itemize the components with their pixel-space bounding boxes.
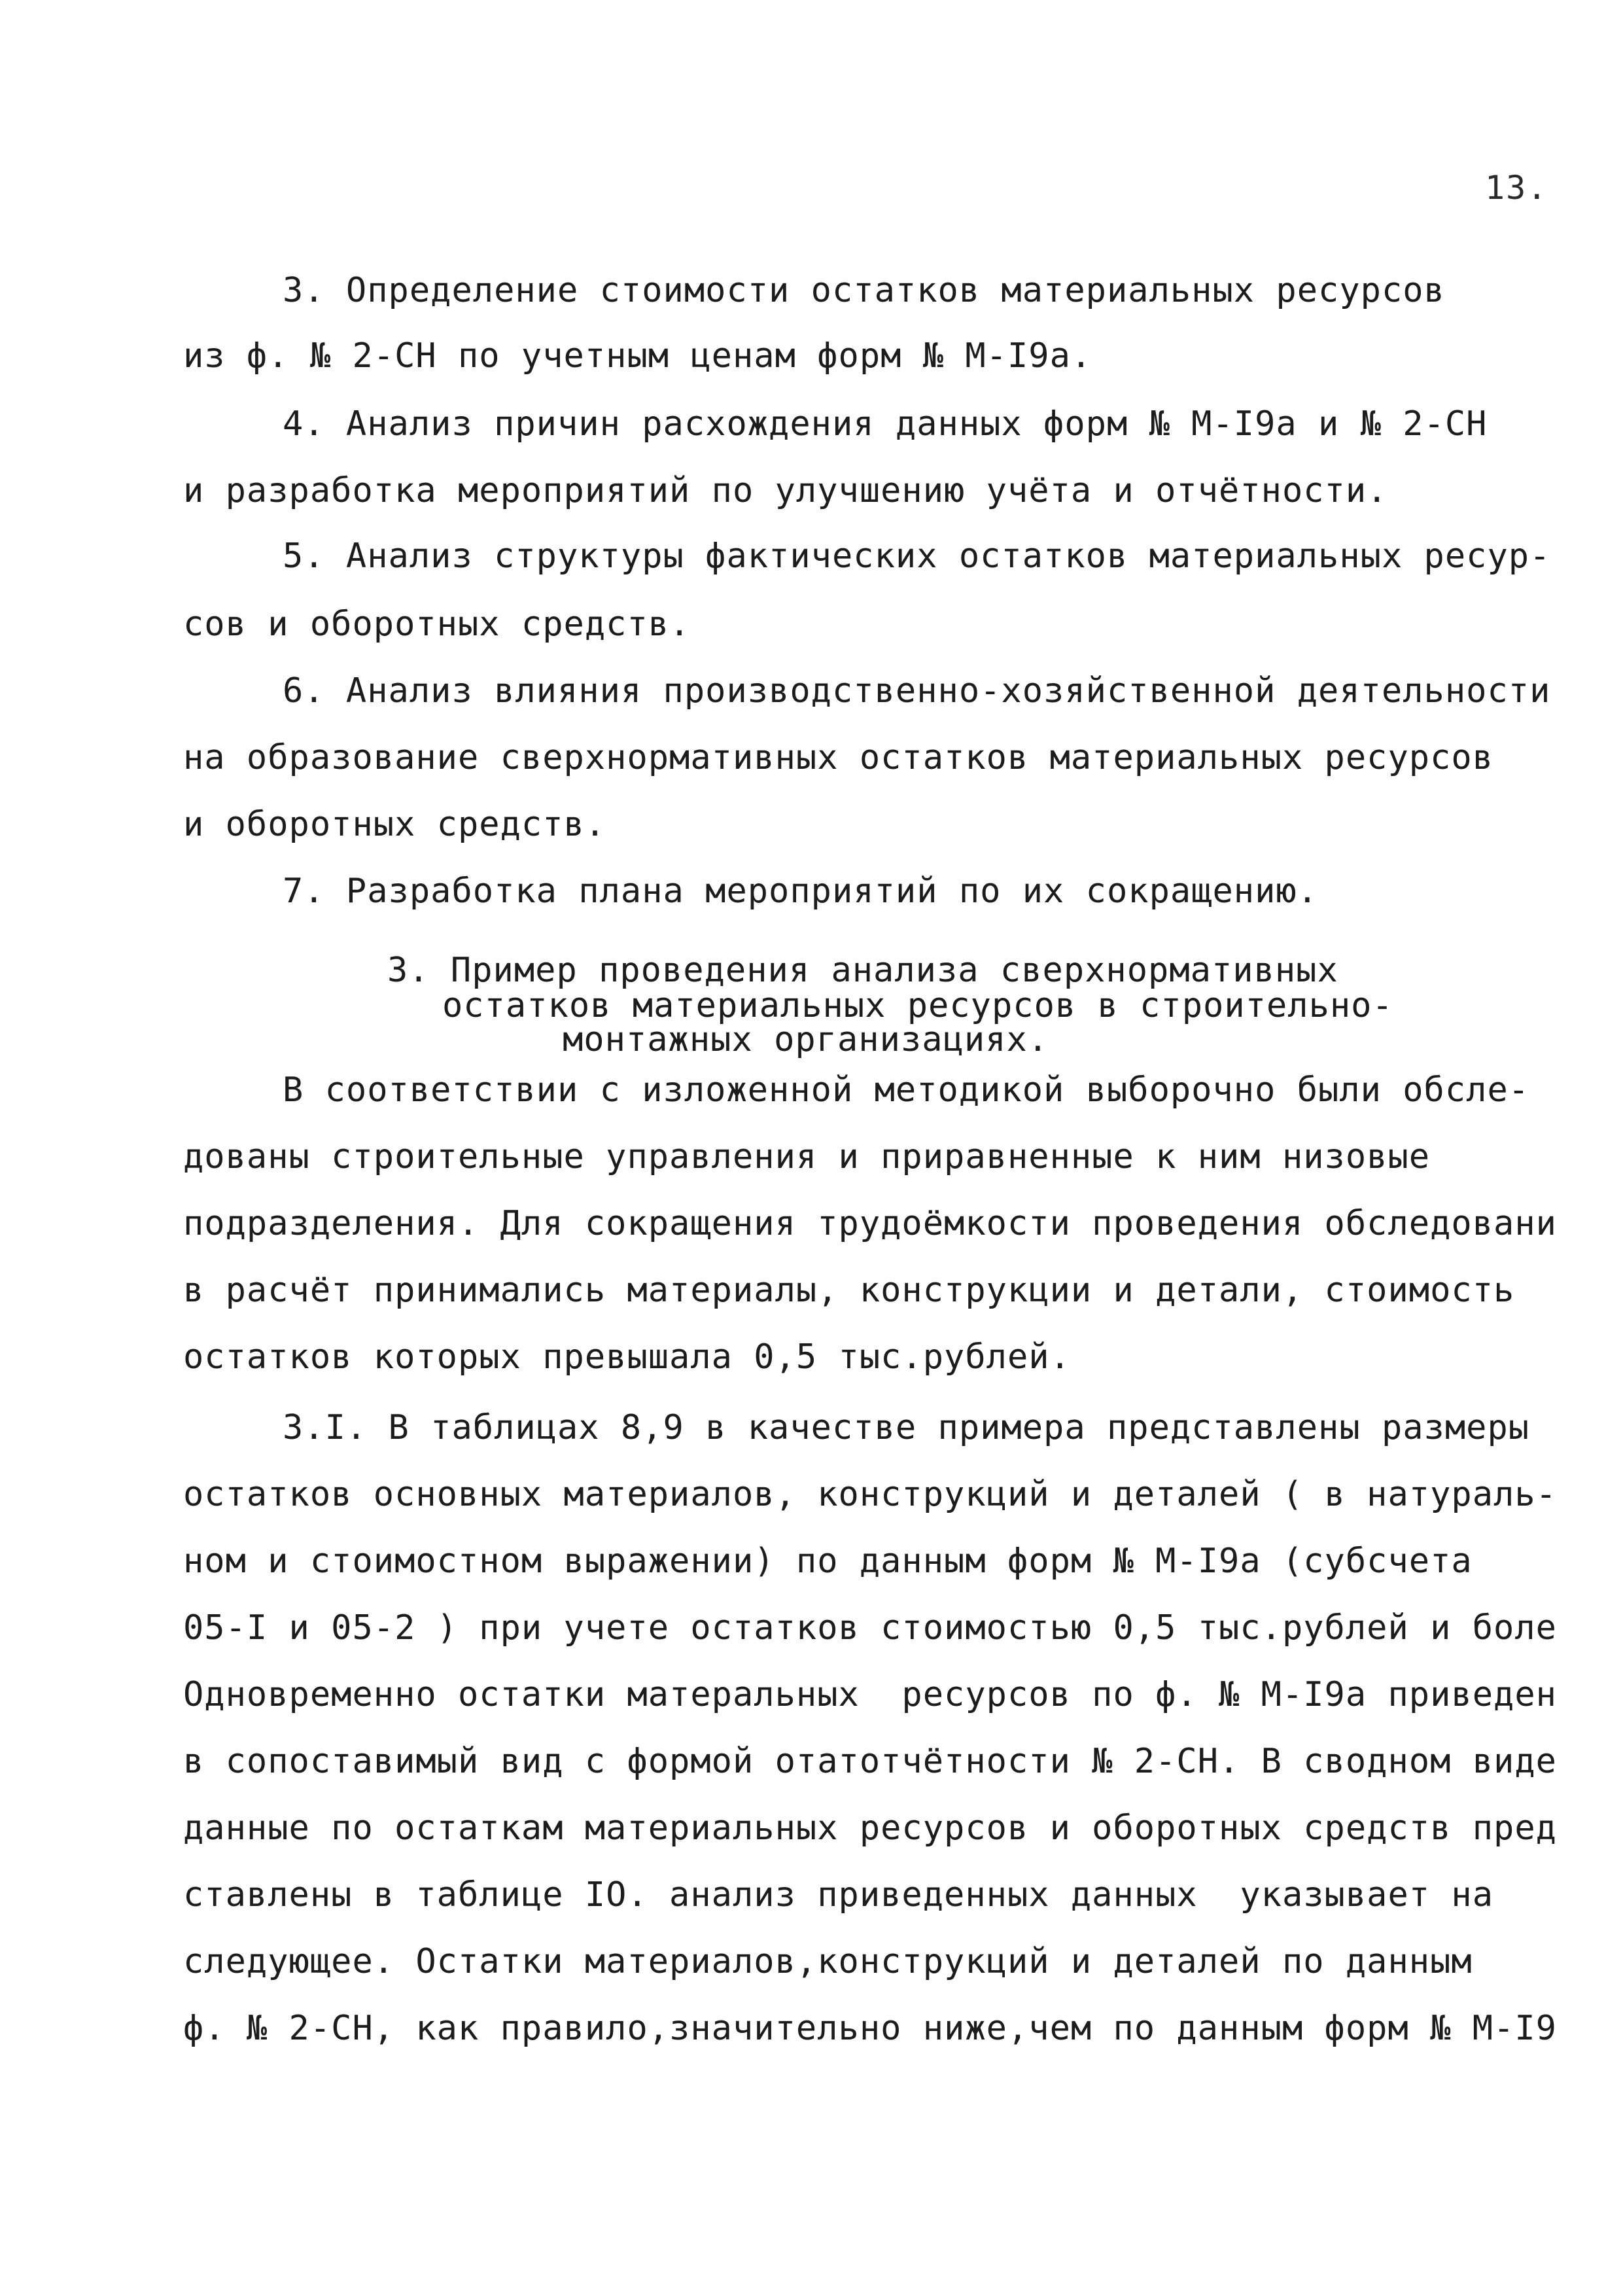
list-line: 4. Анализ причин расхождения данных форм № М-I9а и № 2-СН [283, 404, 1488, 444]
list-line: из ф. № 2-СН по учетным ценам форм № М-I9а. [183, 336, 1092, 376]
page-number: 13. [1485, 169, 1548, 207]
list-line: 7. Разработка плана мероприятий по их сокращению. [283, 872, 1319, 911]
body-line: в сопоставимый вид с формой отатотчётности № 2-СН. В сводном виде [183, 1742, 1557, 1781]
body-line: 05-I и 05-2 ) при учете остатков стоимостью 0,5 тыс.рублей и боле [183, 1608, 1557, 1648]
list-line: 6. Анализ влияния производственно-хозяйственной деятельности [283, 671, 1551, 711]
section-heading: остатков материальных ресурсов в строительно- [442, 986, 1393, 1025]
body-line: ставлены в таблице IO. анализ приведенных данных указывает на [183, 1875, 1494, 1915]
body-line: подразделения. Для сокращения трудоёмкости проведения обследовани [183, 1204, 1557, 1243]
body-line: Одновременно остатки матеральных ресурсов по ф. № М-I9а приведен [183, 1675, 1557, 1714]
body-line: остатков которых превышала 0,5 тыс.рублей. [183, 1337, 1071, 1377]
section-heading: монтажных организациях. [563, 1020, 1049, 1059]
body-line: В соответствии с изложенной методикой выборочно были обсле- [283, 1070, 1530, 1110]
list-line: и разработка мероприятий по улучшению учёта и отчётности. [183, 471, 1388, 510]
list-line: и оборотных средств. [183, 805, 606, 844]
list-line: 5. Анализ структуры фактических остатков материальных ресур- [283, 537, 1551, 576]
body-line: остатков основных материалов, конструкций и деталей ( в натураль- [183, 1475, 1557, 1514]
list-line: 3. Определение стоимости остатков материальных ресурсов [283, 271, 1445, 310]
body-line: следующее. Остатки материалов,конструкций и деталей по данным [183, 1942, 1473, 1981]
body-line: 3.I. В таблицах 8,9 в качестве примера представлены размеры [283, 1408, 1530, 1447]
list-line: сов и оборотных средств. [183, 605, 691, 644]
body-line: ном и стоимостном выражении) по данным форм № М-I9а (субсчета [183, 1542, 1473, 1581]
list-line: на образование сверхнормативных остатков материальных ресурсов [183, 738, 1494, 777]
body-line: в расчёт принимались материалы, конструкции и детали, стоимость [183, 1271, 1515, 1310]
body-line: данные по остаткам материальных ресурсов и оборотных средств пред [183, 1809, 1557, 1848]
body-line: дованы строительные управления и приравненные к ним низовые [183, 1137, 1431, 1176]
body-line: ф. № 2-СН, как правило,значительно ниже,чем по данным форм № М-I9 [183, 2009, 1557, 2048]
section-heading: 3. Пример проведения анализа сверхнормативных [387, 951, 1338, 990]
